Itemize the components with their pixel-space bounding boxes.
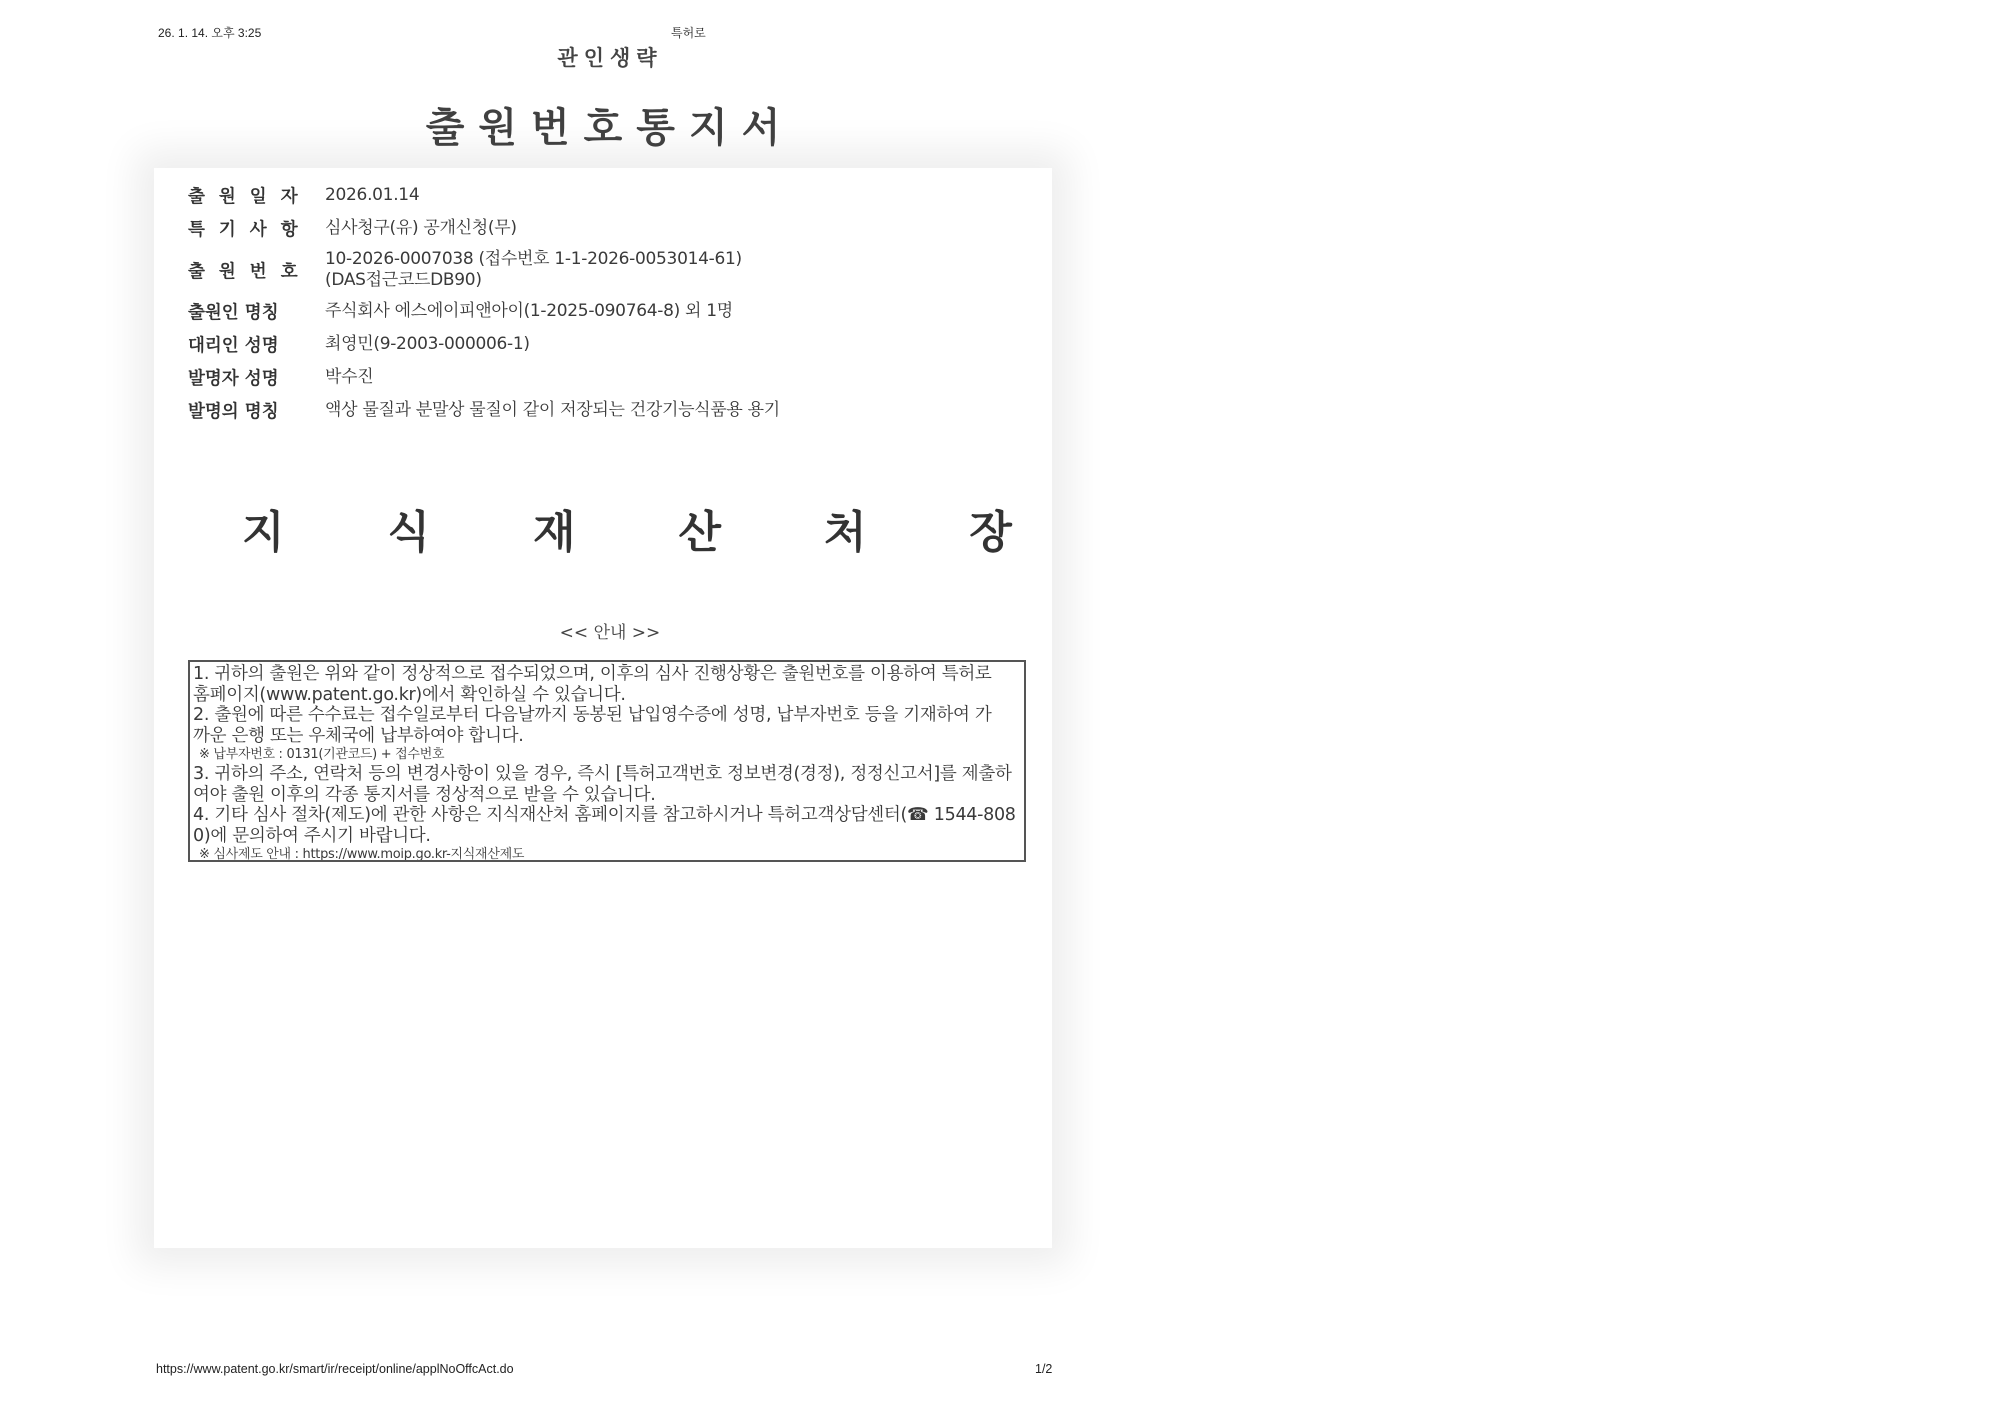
print-url: https://www.patent.go.kr/smart/ir/receipt/online/applNoOffcAct.do bbox=[156, 1362, 514, 1376]
agency-char: 식 bbox=[387, 507, 430, 558]
info-value: 심사청구(유) 공개신청(무) bbox=[325, 218, 517, 238]
print-date: 26. 1. 14. 오후 3:25 bbox=[158, 26, 262, 40]
info-label: 출원인 명칭 bbox=[188, 303, 279, 323]
notice-line: 까운 은행 또는 우체국에 납부하여야 합니다. bbox=[193, 725, 524, 746]
agency-char: 지 bbox=[242, 507, 285, 558]
info-value: 10-2026-0007038 (접수번호 1-1-2026-0053014-61) (DAS접근코드DB90) bbox=[325, 249, 742, 290]
notice-note: ※ 심사제도 안내 : https://www.moip.go.kr-지식재산제도 bbox=[199, 847, 525, 862]
info-value: 액상 물질과 분말상 물질이 같이 저장되는 건강기능식품용 용기 bbox=[325, 400, 780, 420]
info-label: 대리인 성명 bbox=[188, 336, 279, 356]
notice-line: 1. 귀하의 출원은 위와 같이 정상적으로 접수되었으며, 이후의 심사 진행상황은 출원번호를 이용하여 특허로 bbox=[193, 664, 992, 684]
notice-line: 0)에 문의하여 주시기 바랍니다. bbox=[193, 825, 431, 846]
page-number: 1/2 bbox=[1035, 1362, 1053, 1376]
info-row bbox=[188, 249, 1048, 291]
notice-line: 3. 귀하의 주소, 연락처 등의 변경사항이 있을 경우, 즉시 [특허고객번호 정보변경(경정), 정정신고서]를 제출하 bbox=[193, 764, 1012, 784]
info-row bbox=[188, 216, 1048, 241]
info-label: 특기사항 bbox=[188, 220, 298, 240]
info-row bbox=[188, 398, 1048, 423]
agency-char: 재 bbox=[532, 507, 576, 558]
info-row bbox=[188, 299, 1048, 324]
notice-heading: << 안내 >> bbox=[559, 623, 661, 643]
notice-line: 4. 기타 심사 절차(제도)에 관한 사항은 지식재산처 홈페이지를 참고하시거나 특허고객상담센터(☎ 1544-808 bbox=[193, 805, 1016, 825]
print-site-name: 특허로 bbox=[671, 26, 706, 40]
info-label: 출원번호 bbox=[188, 261, 298, 282]
notice-note: ※ 납부자번호 : 0131(기관코드) + 접수번호 bbox=[199, 747, 445, 762]
issuing-agency bbox=[242, 496, 1012, 560]
info-value: 박수진 bbox=[325, 367, 374, 387]
info-label: 발명의 명칭 bbox=[188, 402, 279, 422]
info-label: 발명자 성명 bbox=[188, 369, 279, 389]
info-label: 출원일자 bbox=[188, 187, 298, 207]
notice-line: 여야 출원 이후의 각종 통지서를 정상적으로 받을 수 있습니다. bbox=[193, 784, 656, 805]
info-value: 2026.01.14 bbox=[325, 185, 420, 205]
info-value: 최영민(9-2003-000006-1) bbox=[325, 334, 530, 354]
info-value: 주식회사 에스에이피앤아이(1-2025-090764-8) 외 1명 bbox=[325, 301, 733, 321]
agency-char: 처 bbox=[823, 507, 867, 558]
document-title: 출원번호통지서 bbox=[425, 105, 795, 151]
notice-box bbox=[188, 660, 1026, 862]
notice-line: 2. 출원에 따른 수수료는 접수일로부터 다음날까지 동봉된 납입영수증에 성명, 납부자번호 등을 기재하여 가 bbox=[193, 705, 992, 725]
application-info-list bbox=[188, 183, 1048, 431]
info-row bbox=[188, 365, 1048, 390]
info-row bbox=[188, 332, 1048, 357]
agency-char: 산 bbox=[678, 507, 721, 558]
notice-line: 홈페이지(www.patent.go.kr)에서 확인하실 수 있습니다. bbox=[193, 684, 626, 705]
agency-char: 장 bbox=[969, 507, 1012, 558]
info-row bbox=[188, 183, 1048, 208]
omission-mark: 관인생략 bbox=[557, 46, 663, 70]
